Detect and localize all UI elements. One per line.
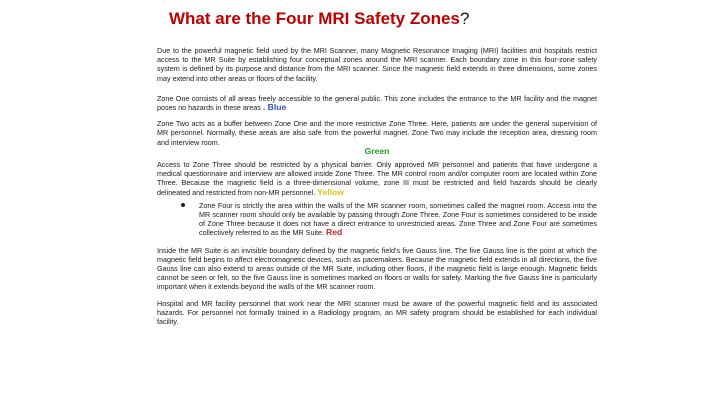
zone-one-paragraph [157, 94, 597, 112]
zone-three-color-label: Yellow [317, 186, 344, 197]
gauss-line-paragraph: Inside the MR Suite is an invisible boundary defined by the magnetic field's five Gauss line. The five Gauss line is the point at which the magnetic field begins to affect electromagnetic devices, such as pacemakers. Because the magnetic field extends in all directions, the five Gauss line can also extend to areas outside of the MR Suite, including other floors, if the magnetic field is large enough. Magnetic fields cannot be seen or felt, so the five Gauss line is sometimes marked on floors or walls for safety. Marking the five Gauss line is particularly important when it extends beyond the walls of the MR scanner room. [157, 245, 597, 292]
slide-title-question-mark: ? [459, 9, 470, 28]
closing-paragraph: Hospital and MR facility personnel that work near the MRI scanner must be aware of the powerful magnetic field and its associated hazards. For personnel not formally trained in a Radiology program, an MR safety program should be established for each individual facility. [157, 298, 597, 327]
zone-two-tag-row [157, 147, 597, 156]
zone-two-color-label: Green [364, 145, 390, 156]
zone-three-paragraph [157, 160, 597, 197]
zone-four-bullet [157, 201, 597, 238]
zone-two-paragraph [157, 119, 597, 147]
zone-one-text: Zone One consists of all areas freely accessible to the general public. This zone includes the entrance to the MR facility and the magnet poses no hazards in these areas [157, 93, 597, 113]
slide-title [169, 9, 469, 29]
zone-four-paragraph [199, 201, 597, 238]
zone-one-color-label: . Blue [262, 102, 287, 113]
zone-three-text: Access to Zone Three should be restricted by a physical barrier. Only approved MR personnel and patients that have undergone a medical questionnaire and interview are allowed inside Zone Three. The MR control room and/or computer room are located within Zone Three. Because the magnetic field is a three-dimensional volume, zone III must be restricted and field hazards should be clearly delineated and restricted from non-MR personnel. [157, 160, 597, 197]
intro-paragraph: Due to the powerful magnetic field used by the MRI Scanner, many Magnetic Resonance Imaging (MRI) facilities and hospitals restrict access to the MR Suite by establishing four conceptual zones around the MRI scanner. Each boundary zone in this four-zone safety system is defined by its purpose and distance from the MRI scanner. Since the magnetic field extends in three dimensions, some zones may extend into other areas or floors of the facility. [157, 46, 597, 83]
slide-title-text: What are the Four MRI Safety Zones [169, 9, 460, 28]
zone-four-text: Zone Four is strictly the area within the walls of the MR scanner room, sometimes called the magnet room. Access into the MR scanner room should only be available by passing through Zone Three. Zone Four is sometimes considered to be inside of Zone Three because it does not have a direct entrance to unrestricted areas. Zone Three and Zone Four are sometimes collectively referred to as the MR Suite. [199, 200, 597, 238]
document-body [157, 46, 597, 326]
bullet-icon [181, 203, 185, 207]
zone-two-text: Zone Two acts as a buffer between Zone One and the more restrictive Zone Three. Here, patients are under the general supervision of MR personnel. Normally, these areas are also safe from the powerful magnet. Zone Two may include the reception area, dressing room and interview room. [157, 119, 597, 147]
zone-four-color-label: Red [326, 227, 343, 238]
